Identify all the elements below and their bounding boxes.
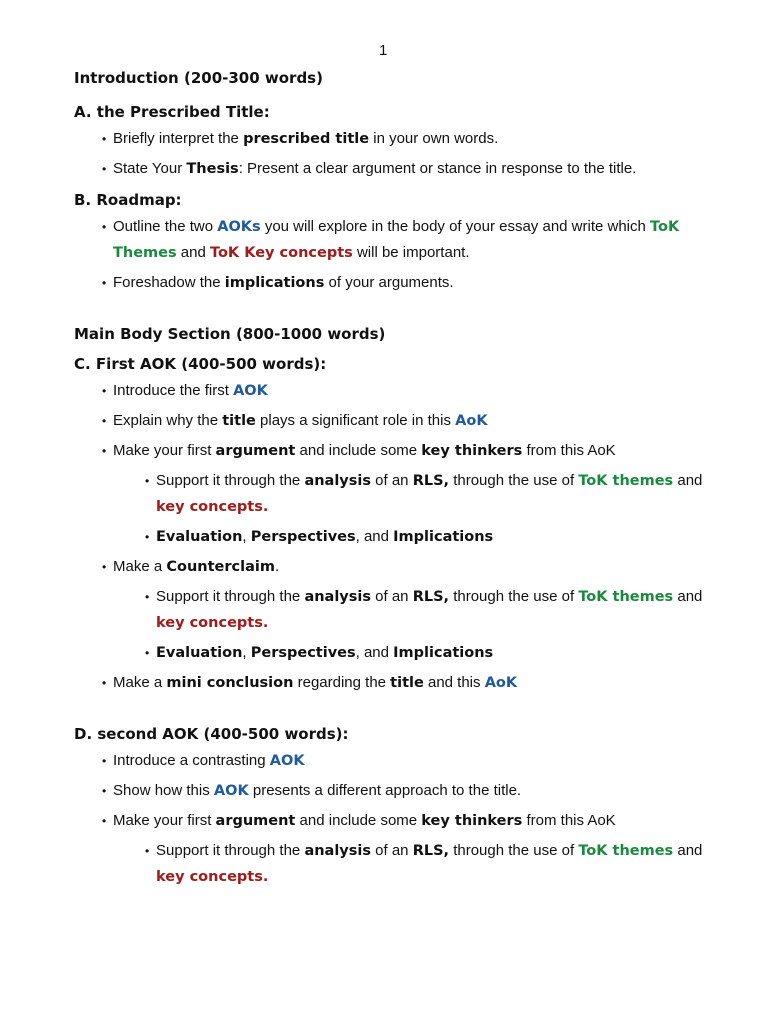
page-number: 1 bbox=[379, 42, 388, 59]
list-item: • Explain why the title plays a significant role in this AoK bbox=[102, 408, 714, 434]
list-item: • Show how this AOK presents a different approach to the title. bbox=[102, 778, 714, 804]
document-body bbox=[74, 64, 714, 894]
section-c-list bbox=[102, 378, 714, 696]
list-item: • Briefly interpret the prescribed title in your own words. bbox=[102, 126, 714, 152]
section-a-heading: A. the Prescribed Title: bbox=[74, 103, 270, 121]
section-d-heading: D. second AOK (400-500 words): bbox=[74, 725, 349, 743]
section-b-heading: B. Roadmap: bbox=[74, 191, 182, 209]
sub-list bbox=[145, 838, 714, 890]
list-item: • Support it through the analysis of an RLS, through the use of ToK themes and key concepts. bbox=[145, 468, 714, 520]
list-item: • Make a Counterclaim. • Support it through the analysis of an RLS, through the use of ToK themes and key concepts. • Evaluation, Perspectives, and Implications bbox=[102, 554, 714, 666]
list-item: • Evaluation, Perspectives, and Implications bbox=[145, 524, 714, 550]
list-item: • Introduce the first AOK bbox=[102, 378, 714, 404]
sub-list bbox=[145, 468, 714, 550]
list-item: • Foreshadow the implications of your arguments. bbox=[102, 270, 714, 296]
section-d-list bbox=[102, 748, 714, 890]
list-item: • Support it through the analysis of an RLS, through the use of ToK themes and key concepts. bbox=[145, 838, 714, 890]
list-item: • Make your first argument and include some key thinkers from this AoK • Support it through the analysis of an RLS, through the use of ToK themes and key concepts. bbox=[102, 808, 714, 890]
list-item: • Make a mini conclusion regarding the title and this AoK bbox=[102, 670, 714, 696]
main-body-heading: Main Body Section (800-1000 words) bbox=[74, 325, 386, 343]
section-a-list bbox=[102, 126, 714, 182]
list-item: • Support it through the analysis of an RLS, through the use of ToK themes and key concepts. bbox=[145, 584, 714, 636]
section-c-heading: C. First AOK (400-500 words): bbox=[74, 355, 327, 373]
intro-heading: Introduction (200-300 words) bbox=[74, 69, 323, 87]
section-b-list bbox=[102, 214, 714, 296]
sub-list bbox=[145, 584, 714, 666]
list-item: • State Your Thesis: Present a clear argument or stance in response to the title. bbox=[102, 156, 714, 182]
list-item: • Outline the two AOKs you will explore in the body of your essay and write which ToK Themes and ToK Key concepts will be important. bbox=[102, 214, 714, 266]
list-item: • Make your first argument and include some key thinkers from this AoK • Support it through the analysis of an RLS, through the use of ToK themes and key concepts. • Evaluation, Perspectives, and Implications bbox=[102, 438, 714, 550]
list-item: • Evaluation, Perspectives, and Implications bbox=[145, 640, 714, 666]
list-item: • Introduce a contrasting AOK bbox=[102, 748, 714, 774]
